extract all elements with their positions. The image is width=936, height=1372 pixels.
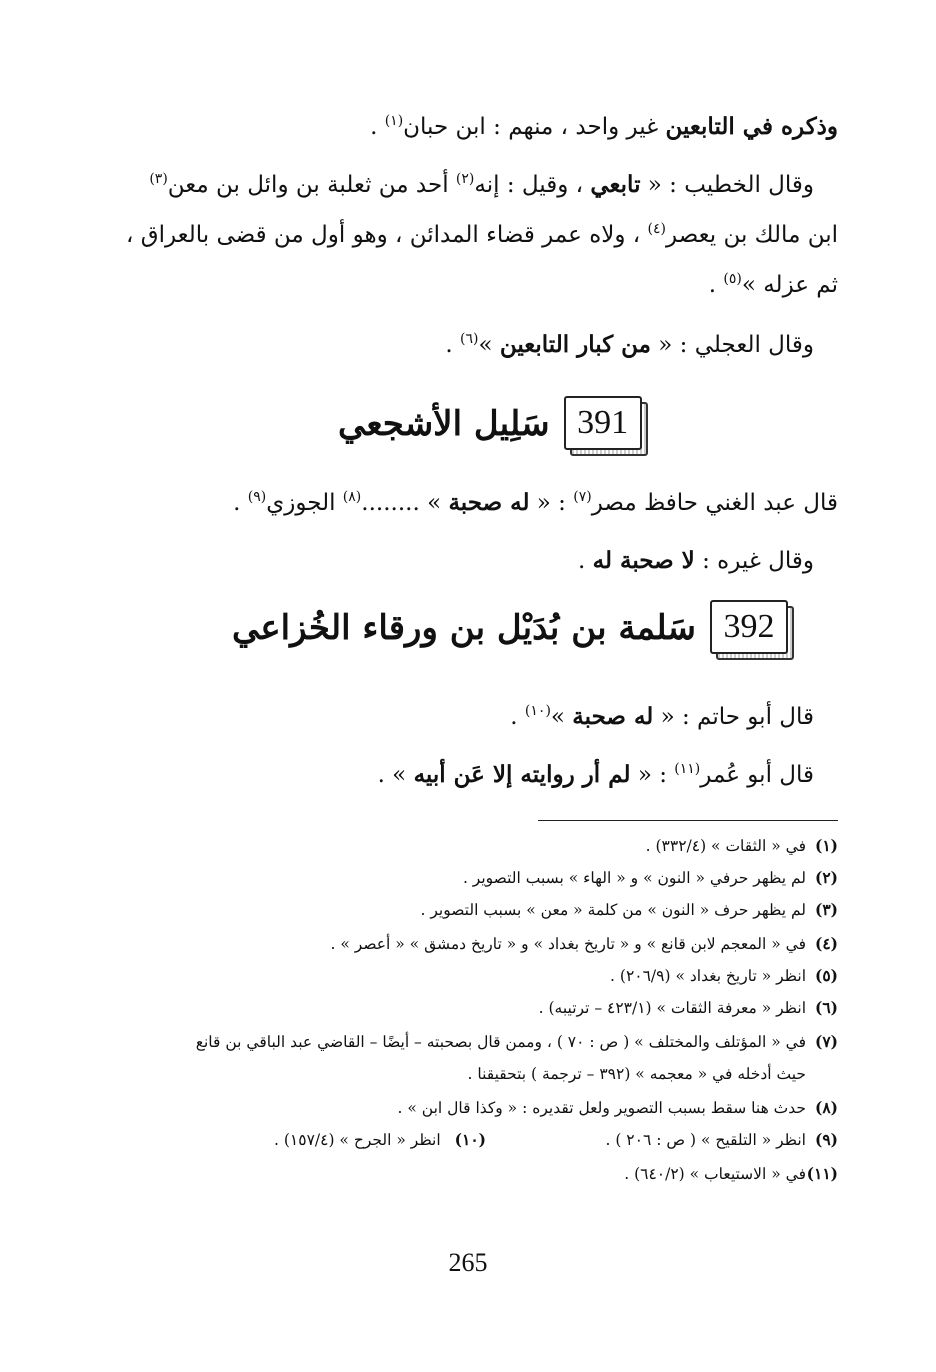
entry-391-heading xyxy=(338,396,629,452)
body-line-1: وذكره في التابعين غير واحد ، منهم : ابن حبان$^{(١)}$ . xyxy=(370,113,838,140)
entry-title: سَلِيل الأشجعي xyxy=(338,404,550,444)
footnote-5: (٥)انظر « تاريخ بغداد » (٢٠٦/٩) . xyxy=(610,966,838,985)
footnote-7: (٧)في « المؤتلف والمختلف » ( ص : ٧٠ ) ، وممن قال بصحبته – أيضًا – القاضي عبد الباقي بن قانع xyxy=(195,1032,838,1051)
footnote-3: (٣)لم يظهر حرف « النون » من كلمة « معن » بسبب التصوير . xyxy=(420,900,838,919)
entry-392-line-2: قال أبو عُمر$^{(١١)}$ : « لم أر روايته إلا عَن أبيه » . xyxy=(377,761,814,788)
body-line-4: ثم عزله »$^{(٥)}$ . xyxy=(708,271,838,298)
entry-number: 391 xyxy=(564,396,642,450)
entry-number-box xyxy=(710,600,775,656)
footnote-1: (١)في « الثقات » (٣٣٢/٤) . xyxy=(645,836,838,855)
entry-title: سَلمة بن بُدَيْل بن ورقاء الخُزاعي xyxy=(232,608,697,648)
entry-number-box xyxy=(564,396,629,452)
footnote-separator xyxy=(538,820,838,821)
footnote-8: (٨)حدث هنا سقط بسبب التصوير ولعل تقديره : « وكذا قال ابن » . xyxy=(397,1098,838,1117)
entry-391-line-1: قال عبد الغني حافظ مصر$^{(٧)}$ : « له صحبة » ........$^{(٨)}$ الجوزي$^{(٩)}$ . xyxy=(233,489,838,516)
footnote-11: (١١)في « الاستيعاب » (٦٤٠/٢) . xyxy=(624,1164,838,1183)
footnote-2: (٢)لم يظهر حرفي « النون » و « الهاء » بسبب التصوير . xyxy=(462,868,838,887)
footnote-10: (١٠)انظر « الجرح » (١٥٧/٤) . xyxy=(274,1130,486,1149)
page-number: 265 xyxy=(448,1248,488,1277)
entry-392-heading xyxy=(232,600,775,656)
body-line-3: ابن مالك بن يعصر$^{(٤)}$ ، ولاه عمر قضاء المدائن ، وهو أول من قضى بالعراق ، xyxy=(126,221,838,248)
entry-number: 392 xyxy=(710,600,788,654)
footnote-7-continued: حيث أدخله في « معجمه » (٣٩٢ – ترجمة ) بتحقيقنا . xyxy=(467,1065,806,1083)
footnote-6: (٦)انظر « معرفة الثقات » (٤٢٣/١ – ترتيبه) . xyxy=(538,998,838,1017)
entry-392-line-1: قال أبو حاتم : « له صحبة »$^{(١٠)}$ . xyxy=(510,703,814,730)
footnote-9: (٩)انظر « التلقيح » ( ص : ٢٠٦ ) . xyxy=(605,1130,838,1149)
body-line-5: وقال العجلي : « من كبار التابعين »$^{(٦)}$ . xyxy=(445,331,814,358)
footnote-4: (٤)في « المعجم لابن قانع » و « تاريخ بغداد » و « تاريخ دمشق » « أعصر » . xyxy=(330,934,838,953)
entry-391-line-2: وقال غيره : لا صحبة له . xyxy=(578,547,814,574)
body-line-2: وقال الخطيب : « تابعي ، وقيل : إنه$^{(٢)}$ أحد من ثعلبة بن وائل بن معن$^{(٣)}$ xyxy=(149,171,814,198)
